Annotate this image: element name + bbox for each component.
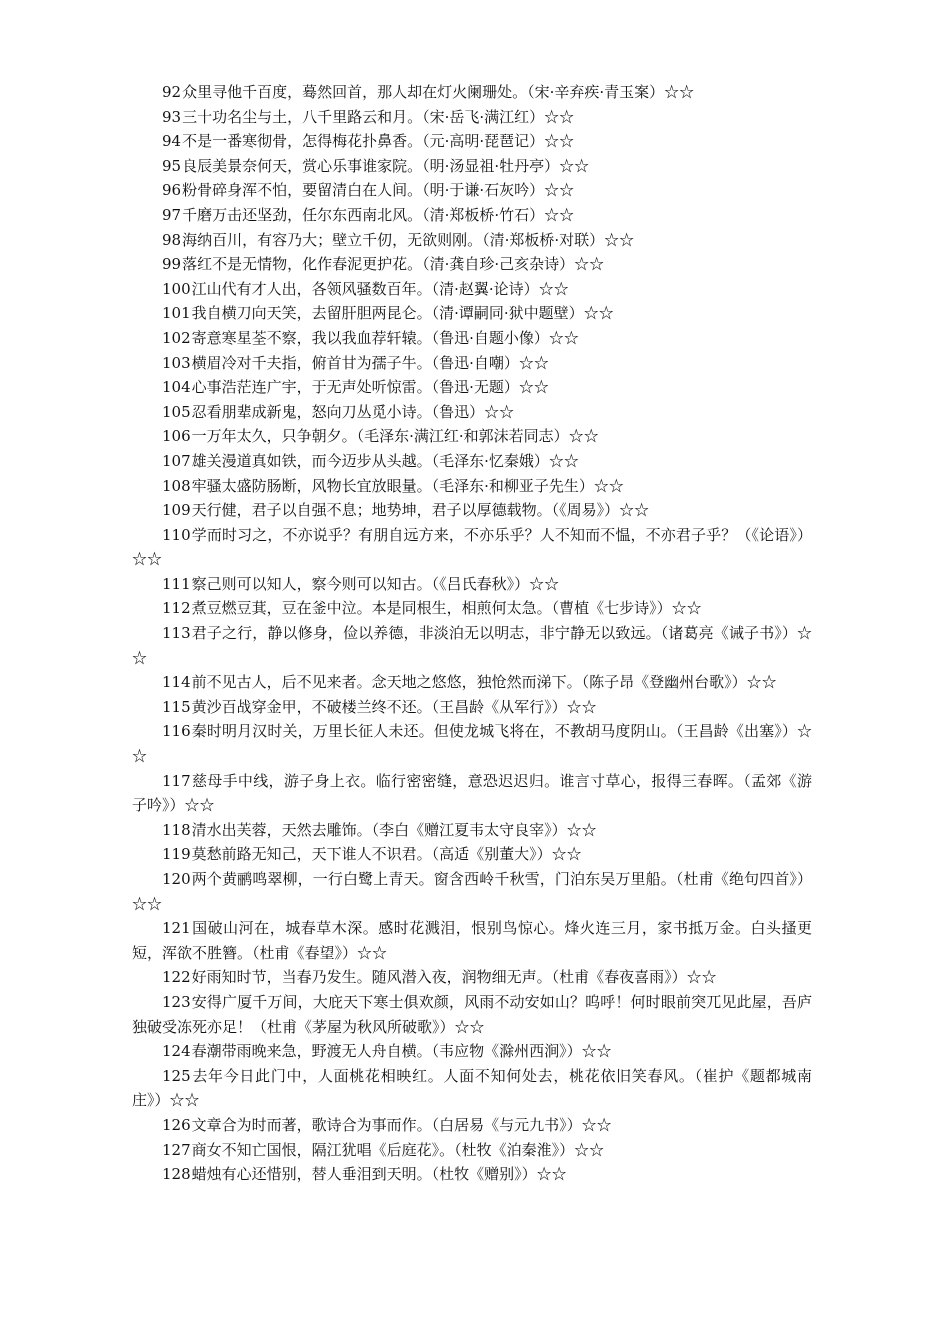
entry-number: 117 <box>162 771 191 790</box>
entry-text: 去年今日此门中，人面桃花相映红。人面不知何处去，桃花依旧笑春风。（崔护《题都城南庄》） <box>132 1066 812 1110</box>
entry-number: 126 <box>162 1115 191 1134</box>
rating-stars: ☆☆ <box>548 451 579 470</box>
rating-stars: ☆☆ <box>566 697 597 716</box>
entry-number: 93 <box>162 107 182 126</box>
rating-stars: ☆☆ <box>544 132 575 151</box>
entry-text: 安得广厦千万间，大庇天下寒士俱欢颜，风雨不动安如山？呜呼！何时眼前突兀见此屋，吾庐独破受冻死亦足！（杜甫《茅屋为秋风所破歌》） <box>132 992 812 1036</box>
entry-number: 104 <box>162 378 191 397</box>
rating-stars: ☆☆ <box>551 845 582 864</box>
quote-entry <box>132 277 812 302</box>
entry-number: 97 <box>162 205 182 224</box>
quote-entry <box>132 498 812 523</box>
entry-number: 116 <box>162 722 191 741</box>
rating-stars: ☆☆ <box>548 328 579 347</box>
quote-entry <box>132 301 812 326</box>
quote-entry <box>132 990 812 1039</box>
rating-stars: ☆☆ <box>518 378 549 397</box>
entry-number: 95 <box>162 156 182 175</box>
rating-stars: ☆☆ <box>574 1140 605 1159</box>
entry-number: 110 <box>162 525 191 544</box>
rating-stars: ☆☆ <box>454 1017 485 1036</box>
entry-text: 清水出芙蓉，天然去雕饰。（李白《赠江夏韦太守良宰》） <box>191 820 567 839</box>
entry-text: 一万年太久，只争朝夕。（毛泽东·满江红·和郭沫若同志） <box>191 427 569 446</box>
quote-entry <box>132 867 812 916</box>
entry-text: 忍看朋辈成新鬼，怒向刀丛觅小诗。（鲁迅） <box>191 402 485 421</box>
quote-entry <box>132 474 812 499</box>
entry-number: 102 <box>162 328 191 347</box>
entry-number: 109 <box>162 501 191 520</box>
entry-text: 秦时明月汉时关，万里长征人未还。但使龙城飞将在，不教胡马度阴山。（王昌龄《出塞》） <box>191 722 797 741</box>
quote-entry <box>132 154 812 179</box>
entry-text: 寄意寒星荃不察，我以我血荐轩辕。（鲁迅·自题小像） <box>191 328 549 347</box>
entry-number: 99 <box>162 255 182 274</box>
rating-stars: ☆☆ <box>544 181 575 200</box>
entry-text: 横眉冷对千夫指，俯首甘为孺子牛。（鲁迅·自嘲） <box>191 353 519 372</box>
entry-number: 92 <box>162 83 182 101</box>
entry-text: 心事浩茫连广宇，于无声处听惊雷。（鲁迅·无题） <box>191 378 519 397</box>
entry-number: 128 <box>162 1165 191 1184</box>
entry-text: 莫愁前路无知己，天下谁人不识君。（高适《别董大》） <box>191 845 552 864</box>
quote-entry <box>132 842 812 867</box>
entry-number: 100 <box>162 279 191 298</box>
entry-number: 124 <box>162 1042 191 1061</box>
entry-text: 江山代有才人出，各领风骚数百年。（清·赵翼·论诗） <box>191 279 539 298</box>
entry-number: 108 <box>162 476 191 495</box>
rating-stars: ☆☆ <box>536 1165 567 1184</box>
entry-number: 103 <box>162 353 191 372</box>
entry-number: 112 <box>162 599 191 618</box>
rating-stars: ☆☆ <box>544 107 575 126</box>
quote-entry <box>132 178 812 203</box>
entry-text: 文章合为时而著，歌诗合为事而作。（白居易《与元九书》） <box>191 1115 582 1134</box>
rating-stars: ☆☆ <box>746 673 777 692</box>
quote-entry <box>132 1039 812 1064</box>
quote-list <box>132 80 812 1187</box>
entry-text: 天行健，君子以自强不息；地势坤，君子以厚德载物。（《周易》） <box>191 501 620 520</box>
entry-text: 春潮带雨晚来急，野渡无人舟自横。（韦应物《滁州西涧》） <box>191 1042 582 1061</box>
entry-number: 98 <box>162 230 182 249</box>
entry-text: 慈母手中线，游子身上衣。临行密密缝，意恐迟迟归。谁言寸草心，报得三春晖。（孟郊《游子吟》） <box>132 771 812 815</box>
entry-number: 96 <box>162 181 182 200</box>
quote-entry <box>132 695 812 720</box>
rating-stars: ☆☆ <box>484 402 515 421</box>
entry-text: 察己则可以知人，察今则可以知古。（《吕氏春秋》） <box>191 574 530 593</box>
entry-text: 前不见古人，后不见来者。念天地之悠悠，独怆然而涕下。（陈子昂《登幽州台歌》） <box>191 673 747 692</box>
rating-stars: ☆☆ <box>686 968 717 987</box>
entry-text: 不是一番寒彻骨，怎得梅花扑鼻香。（元·高明·琵琶记） <box>182 132 545 151</box>
quote-entry <box>132 375 812 400</box>
quote-entry <box>132 670 812 695</box>
entry-text: 煮豆燃豆萁，豆在釜中泣。本是同根生，相煎何太急。（曹植《七步诗》） <box>191 599 672 618</box>
rating-stars: ☆☆ <box>518 353 549 372</box>
quote-entry <box>132 769 812 818</box>
rating-stars: ☆☆ <box>184 796 215 815</box>
rating-stars: ☆☆ <box>538 279 569 298</box>
rating-stars: ☆☆ <box>581 1115 612 1134</box>
quote-entry <box>132 719 812 768</box>
entry-number: 105 <box>162 402 191 421</box>
document-page <box>132 80 812 1187</box>
rating-stars: ☆☆ <box>132 722 812 766</box>
entry-number: 121 <box>162 919 191 938</box>
rating-stars: ☆☆ <box>574 255 605 274</box>
rating-stars: ☆☆ <box>357 943 388 962</box>
quote-entry <box>132 523 812 572</box>
entry-number: 111 <box>162 574 191 593</box>
entry-number: 127 <box>162 1140 191 1159</box>
rating-stars: ☆☆ <box>544 205 575 224</box>
quote-entry <box>132 326 812 351</box>
entry-number: 115 <box>162 697 191 716</box>
entry-text: 我自横刀向天笑，去留肝胆两昆仑。（清·谭嗣同·狱中题壁） <box>191 304 584 323</box>
rating-stars: ☆☆ <box>132 894 163 913</box>
entry-number: 122 <box>162 968 191 987</box>
entry-text: 学而时习之，不亦说乎？有朋自远方来，不亦乐乎？人不知而不愠，不亦君子乎？（《论语》） <box>191 525 812 544</box>
rating-stars: ☆☆ <box>664 83 695 101</box>
quote-entry <box>132 228 812 253</box>
entry-text: 商女不知亡国恨，隔江犹唱《后庭花》。（杜牧《泊秦淮》） <box>191 1140 575 1159</box>
entry-text: 黄沙百战穿金甲，不破楼兰终不还。（王昌龄《从军行》） <box>191 697 567 716</box>
quote-entry <box>132 129 812 154</box>
quote-entry <box>132 596 812 621</box>
quote-entry <box>132 965 812 990</box>
entry-number: 106 <box>162 427 191 446</box>
quote-entry <box>132 203 812 228</box>
entry-text: 众里寻他千百度，蓦然回首，那人却在灯火阑珊处。（宋·辛弃疾·青玉案） <box>182 83 665 101</box>
entry-number: 120 <box>162 870 191 888</box>
rating-stars: ☆☆ <box>593 476 624 495</box>
entry-number: 123 <box>162 992 191 1011</box>
entry-text: 君子之行，静以修身，俭以养德，非淡泊无以明志，非宁静无以致远。（诸葛亮《诫子书》） <box>191 624 797 643</box>
quote-entry <box>132 621 812 670</box>
rating-stars: ☆☆ <box>169 1091 200 1110</box>
quote-entry <box>132 1138 812 1163</box>
entry-number: 113 <box>162 624 191 643</box>
quote-entry <box>132 252 812 277</box>
quote-entry <box>132 400 812 425</box>
rating-stars: ☆☆ <box>604 230 635 249</box>
entry-text: 蜡烛有心还惜别，替人垂泪到天明。（杜牧《赠别》） <box>191 1165 537 1184</box>
quote-entry <box>132 1113 812 1138</box>
rating-stars: ☆☆ <box>132 550 163 569</box>
quote-entry <box>132 351 812 376</box>
entry-text: 两个黄鹂鸣翠柳，一行白鹭上青天。窗含西岭千秋雪，门泊东吴万里船。（杜甫《绝句四首》） <box>191 870 812 888</box>
rating-stars: ☆☆ <box>581 1042 612 1061</box>
entry-text: 好雨知时节，当春乃发生。随风潜入夜，润物细无声。（杜甫《春夜喜雨》） <box>191 968 687 987</box>
rating-stars: ☆☆ <box>132 624 812 667</box>
quote-entry <box>132 80 812 105</box>
quote-entry <box>132 1064 812 1113</box>
quote-entry <box>132 1162 812 1187</box>
entry-text: 粉骨碎身浑不怕，要留清白在人间。（明·于谦·石灰吟） <box>182 181 545 200</box>
rating-stars: ☆☆ <box>619 501 650 520</box>
rating-stars: ☆☆ <box>566 820 597 839</box>
rating-stars: ☆☆ <box>568 427 599 446</box>
quote-entry <box>132 572 812 597</box>
quote-entry <box>132 916 812 965</box>
rating-stars: ☆☆ <box>671 599 702 618</box>
entry-number: 118 <box>162 820 191 839</box>
rating-stars: ☆☆ <box>559 156 590 175</box>
rating-stars: ☆☆ <box>583 304 614 323</box>
quote-entry <box>132 105 812 130</box>
entry-number: 94 <box>162 132 182 151</box>
entry-number: 114 <box>162 673 191 692</box>
entry-number: 125 <box>162 1066 191 1085</box>
entry-text: 三十功名尘与土，八千里路云和月。（宋·岳飞·满江红） <box>182 107 545 126</box>
entry-text: 牢骚太盛防肠断，风物长宜放眼量。（毛泽东·和柳亚子先生） <box>191 476 594 495</box>
rating-stars: ☆☆ <box>529 574 560 593</box>
quote-entry <box>132 449 812 474</box>
entry-text: 国破山河在，城春草木深。感时花溅泪，恨别鸟惊心。烽火连三月，家书抵万金。白头搔更短，浑欲不胜簪。（杜甫《春望》） <box>132 919 812 962</box>
entry-number: 119 <box>162 845 191 864</box>
entry-text: 良辰美景奈何天，赏心乐事谁家院。（明·汤显祖·牡丹亭） <box>182 156 560 175</box>
quote-entry <box>132 818 812 843</box>
entry-text: 海纳百川，有容乃大；壁立千仞，无欲则刚。（清·郑板桥·对联） <box>182 230 605 249</box>
entry-text: 千磨万击还坚劲，任尔东西南北风。（清·郑板桥·竹石） <box>182 205 545 224</box>
quote-entry <box>132 424 812 449</box>
entry-text: 雄关漫道真如铁，而今迈步从头越。（毛泽东·忆秦娥） <box>191 451 549 470</box>
entry-number: 101 <box>162 304 191 323</box>
entry-text: 落红不是无情物，化作春泥更护花。（清·龚自珍·己亥杂诗） <box>182 255 575 274</box>
entry-number: 107 <box>162 451 191 470</box>
